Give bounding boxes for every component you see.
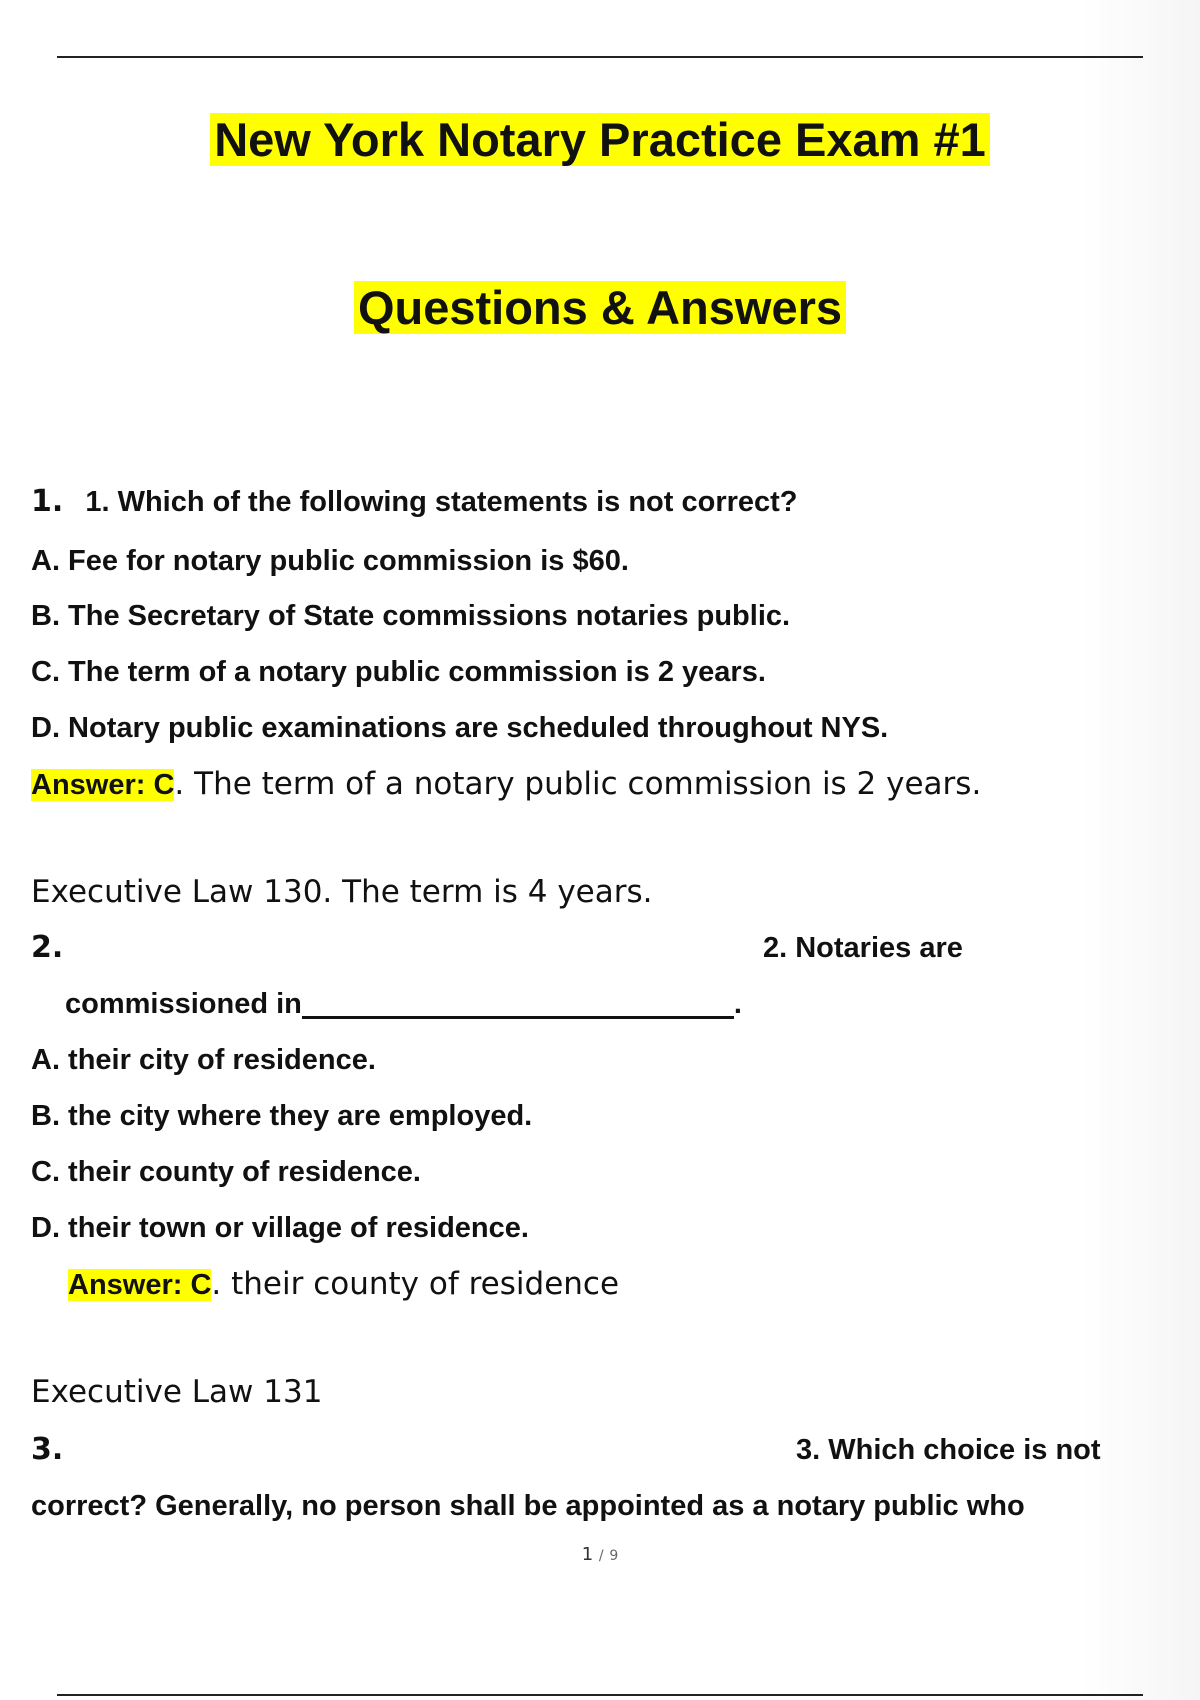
answer-label: Answer: C bbox=[31, 769, 175, 801]
question-3-text: 3. Which choice is not bbox=[796, 1434, 1101, 1466]
option-a: A. their city of residence. bbox=[31, 1044, 376, 1076]
answer-text: . their county of residence bbox=[211, 1266, 620, 1302]
answer-label: Answer: C bbox=[68, 1269, 212, 1301]
blank-end: . bbox=[733, 988, 742, 1020]
question-number: 2. bbox=[31, 930, 64, 965]
question-2-number bbox=[31, 930, 63, 966]
answer-text: . The term of a notary public commission is 2 years. bbox=[174, 766, 982, 802]
question-text: commissioned in bbox=[65, 988, 302, 1020]
option-d: D. their town or village of residence. bbox=[31, 1212, 529, 1244]
document-title bbox=[0, 112, 1200, 168]
option-b: B. the city where they are employed. bbox=[31, 1100, 533, 1132]
option-c: C. their county of residence. bbox=[31, 1156, 421, 1188]
question-number: 1. bbox=[31, 484, 64, 519]
page-total: 9 bbox=[609, 1548, 619, 1564]
page-number bbox=[0, 1544, 1200, 1565]
document-subtitle bbox=[0, 280, 1200, 336]
question-3-number bbox=[31, 1432, 63, 1468]
question-2-text: 2. Notaries are bbox=[763, 932, 963, 964]
answer-2 bbox=[68, 1264, 619, 1305]
question-2-continuation bbox=[65, 986, 742, 1022]
option-a: A. Fee for notary public commission is $60. bbox=[31, 545, 629, 577]
answer-1 bbox=[31, 764, 981, 805]
question-1 bbox=[31, 484, 798, 520]
option-d: D. Notary public examinations are scheduled throughout NYS. bbox=[31, 712, 889, 744]
question-text: 1. Which of the following statements is not correct? bbox=[85, 486, 798, 518]
option-c: C. The term of a notary public commission is 2 years. bbox=[31, 656, 766, 688]
bottom-rule bbox=[57, 1694, 1143, 1696]
subtitle-highlight: Questions & Answers bbox=[354, 281, 846, 334]
question-number: 3. bbox=[31, 1432, 64, 1467]
page-separator: / bbox=[598, 1548, 604, 1564]
title-highlight: New York Notary Practice Exam #1 bbox=[210, 113, 990, 166]
answer-blank bbox=[302, 988, 734, 1019]
option-b: B. The Secretary of State commissions notaries public. bbox=[31, 600, 791, 632]
reference-2: Executive Law 131 bbox=[31, 1374, 323, 1410]
page-current: 1 bbox=[581, 1544, 594, 1565]
reference-1: Executive Law 130. The term is 4 years. bbox=[31, 874, 653, 910]
top-rule bbox=[57, 56, 1143, 58]
question-3-continuation: correct? Generally, no person shall be appointed as a notary public who bbox=[31, 1490, 1025, 1522]
